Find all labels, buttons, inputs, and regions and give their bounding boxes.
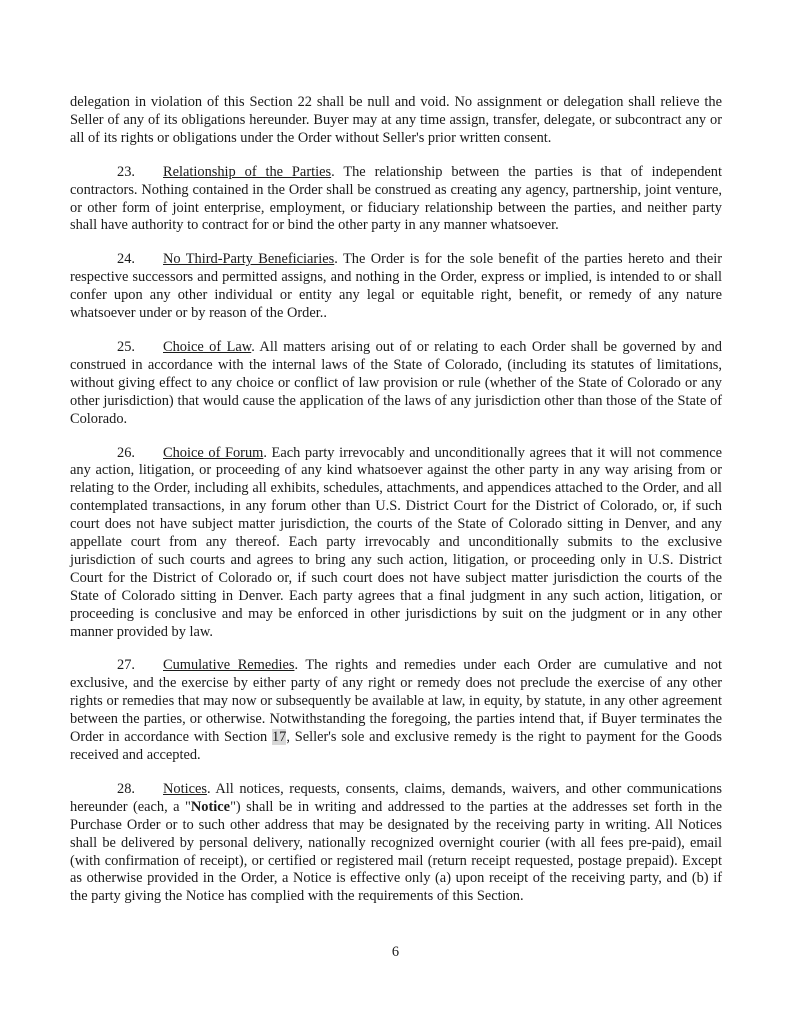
section-28-paragraph <box>70 781 722 906</box>
section-number: 27. <box>117 657 135 674</box>
page-number: 6 <box>391 944 400 960</box>
section-body: . The relationship between the parties is that of independent contractors. Nothing contained in the Order shall be construed as creating any agency, partnership, joint venture, or other form of joint enterprise, employment, or fiduciary relationship between the parties, and neither party shall have authority to contract for or bind the other party in any manner whatsoever. <box>70 163 722 234</box>
section-number: 28. <box>117 780 135 797</box>
section-27-paragraph <box>70 657 722 764</box>
section-reference-highlight: 17 <box>271 729 287 746</box>
intro-paragraph: delegation in violation of this Section 22 shall be null and void. No assignment or delegation shall relieve the Seller of any of its obligations hereunder. Buyer may at any time assign, transfer, delegate, or subcontract any or all of its rights or obligations under the Order without Seller's prior written consent. <box>70 94 722 146</box>
section-number: 26. <box>117 444 135 461</box>
section-heading: Cumulative Remedies <box>163 657 295 674</box>
section-heading: Choice of Law <box>163 338 252 355</box>
section-heading: Choice of Forum <box>163 444 264 461</box>
defined-term: Notice <box>190 798 231 815</box>
section-body-continued: , Seller's sole and exclusive remedy is the right to payment for the Goods received and accepted. <box>70 729 722 763</box>
section-number: 23. <box>117 163 135 180</box>
section-25-paragraph <box>70 339 722 429</box>
section-body: . Each party irrevocably and unconditionally agrees that it will not commence any action, litigation, or proceeding of any kind whatsoever against the other party in any way arising from or relating to the Order, including all exhibits, schedules, attachments, and appendices attached to the Order, and all contemplated transactions, in any forum other than U.S. District Court for the District of Colorado, or, if such court does not have subject matter jurisdiction, the courts of the State of Colorado sitting in Denver, and any appellate court from any thereof. Each party irrevocably and unconditionally submits to the exclusive jurisdiction of such courts and agrees to bring any such action, litigation, or proceeding only in U.S. District Court for the District of Colorado or, if such court does not have subject matter jurisdiction the courts of the State of Colorado sitting in Denver. Each party agrees that a final judgment in any such action, litigation, or proceeding is conclusive and may be enforced in other jurisdictions by suit on the judgment or in any other manner provided by law. <box>70 444 722 640</box>
section-body: . The rights and remedies under each Order are cumulative and not exclusive, and the exercise by either party of any right or remedy does not preclude the exercise of any other rights or remedies that may now or subsequently be available at law, in equity, by statute, in any other agreement between the parties, or otherwise. Notwithstanding the foregoing, the parties intend that, if Buyer terminates the Order in accordance with Section <box>70 657 723 746</box>
section-body-continued: ") shall be in writing and addressed to the parties at the addresses set forth in the Purchase Order or to such other address that may be designated by the receiving party in writing. All Notices shall be delivered by personal delivery, nationally recognized overnight courier (with all fees pre-paid), email (with confirmation of receipt), or certified or registered mail (return receipt requested, postage prepaid). Except as otherwise provided in the Order, a Notice is effective only (a) upon receipt of the receiving party, and (b) if the party giving the Notice has complied with the requirements of this Section. <box>70 798 722 905</box>
section-body: . All matters arising out of or relating to each Order shall be governed by and construed in accordance with the internal laws of the State of Colorado, (including its statutes of limitations, without giving effect to any choice or conflict of law provision or rule (whether of the State of Colorado or any other jurisdiction) that would cause the application of the laws of any jurisdiction other than those of the State of Colorado. <box>70 338 722 427</box>
section-23-paragraph <box>70 164 722 236</box>
section-body: . The Order is for the sole benefit of the parties hereto and their respective successors and permitted assigns, and nothing in the Order, express or implied, is intended to or shall confer upon any other individual or entity any legal or equitable right, benefit, or remedy of any nature whatsoever under or by reason of the Order.. <box>70 251 722 322</box>
section-heading: Notices <box>163 780 207 797</box>
section-heading: No Third-Party Beneficiaries <box>163 251 335 268</box>
section-heading: Relationship of the Parties <box>163 163 332 180</box>
document-page <box>70 94 722 922</box>
section-number: 24. <box>117 251 135 268</box>
section-24-paragraph <box>70 251 722 323</box>
section-26-paragraph <box>70 445 722 642</box>
section-number: 25. <box>117 338 135 355</box>
section-body: . All notices, requests, consents, claims, demands, waivers, and other communications hereunder (each, a " <box>70 780 722 815</box>
